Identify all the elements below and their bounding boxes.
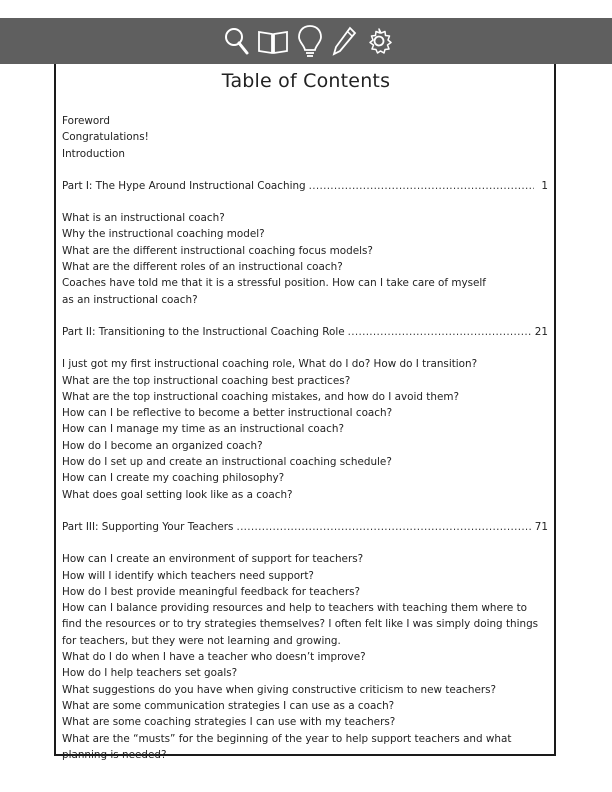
- toc-item: How do I become an organized coach?: [62, 439, 263, 452]
- toc-item: What are the different roles of an instructional coach?: [62, 261, 343, 274]
- front-matter-item: Foreword: [62, 115, 110, 127]
- toc-item: How can I balance providing resources and help to teachers with teaching them where to find the resources or to try strategies themselves? I often felt like I was simply doing things for teachers, but they were not learning and growing.: [62, 602, 539, 647]
- toc-item: What are some coaching strategies I can use with my teachers?: [62, 716, 396, 729]
- toc-content: [62, 113, 548, 763]
- part-title: Part I: The Hype Around Instructional Coaching: [62, 179, 306, 192]
- toc-item: How can I create an environment of support for teachers?: [62, 553, 364, 566]
- part-page-number: 21: [534, 325, 548, 338]
- toc-item: What is an instructional coach?: [62, 212, 225, 225]
- toc-item: How do I help teachers set goals?: [62, 667, 238, 680]
- toc-item: How can I be reflective to become a better instructional coach?: [62, 407, 393, 420]
- toc-item: What does goal setting look like as a coach?: [62, 488, 293, 501]
- toc-item: What do I do when I have a teacher who doesn’t improve?: [62, 651, 366, 664]
- leader-dots: [236, 519, 531, 535]
- book-icon: [256, 24, 290, 58]
- search-icon: [222, 24, 250, 58]
- part-page-number: 71: [534, 520, 548, 533]
- toc-item: How will I identify which teachers need support?: [62, 569, 314, 582]
- part-2-heading: [62, 324, 548, 340]
- toc-item: Coaches have told me that it is a stressful position. How can I take care of myself: [62, 277, 486, 290]
- leader-dots: [348, 324, 532, 340]
- part-1-heading: [62, 178, 548, 194]
- toc-item: What suggestions do you have when giving constructive criticism to new teachers?: [62, 683, 497, 696]
- part-title: Part II: Transitioning to the Instructional Coaching Role: [62, 325, 345, 338]
- toc-item: How can I create my coaching philosophy?: [62, 472, 285, 485]
- toc-item: How do I set up and create an instructional coaching schedule?: [62, 456, 392, 469]
- part-3-heading: [62, 519, 548, 535]
- pencil-icon: [330, 24, 358, 58]
- header-icon-row: [222, 22, 394, 60]
- leader-dots: [309, 178, 535, 194]
- toc-item: What are the top instructional coaching best practices?: [62, 374, 351, 387]
- toc-item: What are some communication strategies I can use as a coach?: [62, 699, 395, 712]
- page-title: Table of Contents: [221, 70, 391, 92]
- part-page-number: 1: [541, 179, 548, 192]
- toc-item: What are the “musts” for the beginning of the year to help support teachers and what planning is needed?: [62, 732, 512, 761]
- part-title: Part III: Supporting Your Teachers: [62, 520, 234, 533]
- toc-item: How can I manage my time as an instructional coach?: [62, 423, 344, 436]
- front-matter-item: Introduction: [62, 147, 125, 160]
- toc-item: I just got my first instructional coaching role, What do I do? How do I transition?: [62, 358, 478, 371]
- lightbulb-icon: [296, 23, 324, 59]
- toc-item: Why the instructional coaching model?: [62, 228, 265, 241]
- gear-icon: [364, 24, 394, 58]
- toc-item: What are the top instructional coaching mistakes, and how do I avoid them?: [62, 390, 459, 403]
- front-matter-item: Congratulations!: [62, 131, 149, 144]
- toc-item: as an instructional coach?: [62, 293, 198, 306]
- toc-item: What are the different instructional coaching focus models?: [62, 244, 373, 257]
- toc-item: How do I best provide meaningful feedback for teachers?: [62, 585, 361, 598]
